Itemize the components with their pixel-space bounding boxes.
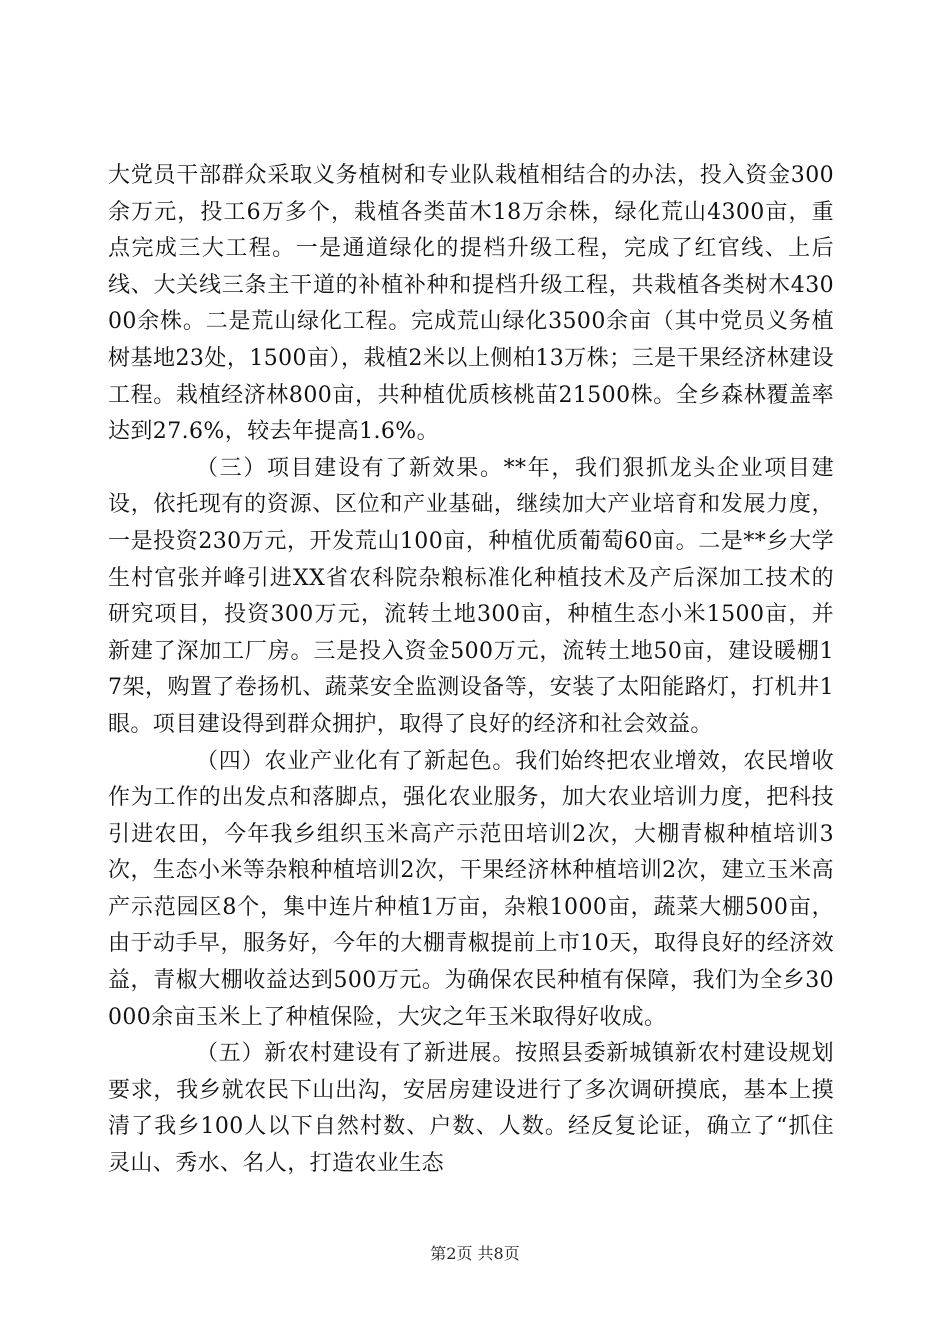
paragraph-section-3: （三）项目建设有了新效果。**年，我们狠抓龙头企业项目建设，依托现有的资源、区位和产业基础，继续加大产业培育和发展力度，一是投资230万元，开发荒山100亩，种植优质葡萄60亩。二是**乡大学生村官张并峰引进XX省农科院杂粮标准化种植技术及产后深加工技术的研究项目，投资300万元，流转土地300亩，种植生态小米1500亩，并新建了深加工厂房。三是投入资金500万元，流转土地50亩，建设暖棚17架，购置了卷扬机、蔬菜安全监测设备等，安装了太阳能路灯，打机井1眼。项目建设得到群众拥护，取得了良好的经济和社会效益。: [108, 455, 834, 737]
body-text: [108, 158, 834, 1183]
page-number-footer: 第2页 共8页: [430, 1244, 520, 1263]
paragraph-continuation: 大党员干部群众采取义务植树和专业队栽植相结合的办法，投入资金300余万元，投工6万多个，栽植各类苗木18万余株，绿化荒山4300亩，重点完成三大工程。一是通道绿化的提档升级工程，完成了红官线、上后线、大关线三条主干道的补植补种和提档升级工程，共栽植各类树木43000余株。二是荒山绿化工程。完成荒山绿化3500余亩（其中党员义务植树基地23处，1500亩），栽植2米以上侧柏13万株；三是干果经济林建设工程。栽植经济林800亩，共种植优质核桃苗21500株。全乡森林覆盖率达到27.6%，较去年提高1.6%。: [108, 163, 834, 445]
paragraph-section-4: （四）农业产业化有了新起色。我们始终把农业增效，农民增收作为工作的出发点和落脚点，强化农业服务，加大农业培训力度，把科技引进农田，今年我乡组织玉米高产示范田培训2次，大棚青椒种植培训3次，生态小米等杂粮种植培训2次，干果经济林种植培训2次，建立玉米高产示范园区8个，集中连片种植1万亩，杂粮1000亩，蔬菜大棚500亩，由于动手早，服务好，今年的大棚青椒提前上市10天，取得良好的经济效益，青椒大棚收益达到500万元。为确保农民种植有保障，我们为全乡30000余亩玉米上了种植保险，大灾之年玉米取得好收成。: [108, 748, 834, 1030]
paragraph-section-5: （五）新农村建设有了新进展。按照县委新城镇新农村建设规划要求，我乡就农民下山出沟，安居房建设进行了多次调研摸底，基本上摸清了我乡100人以下自然村数、户数、人数。经反复论证，确立了“抓住灵山、秀水、名人，打造农业生态: [108, 1041, 834, 1177]
